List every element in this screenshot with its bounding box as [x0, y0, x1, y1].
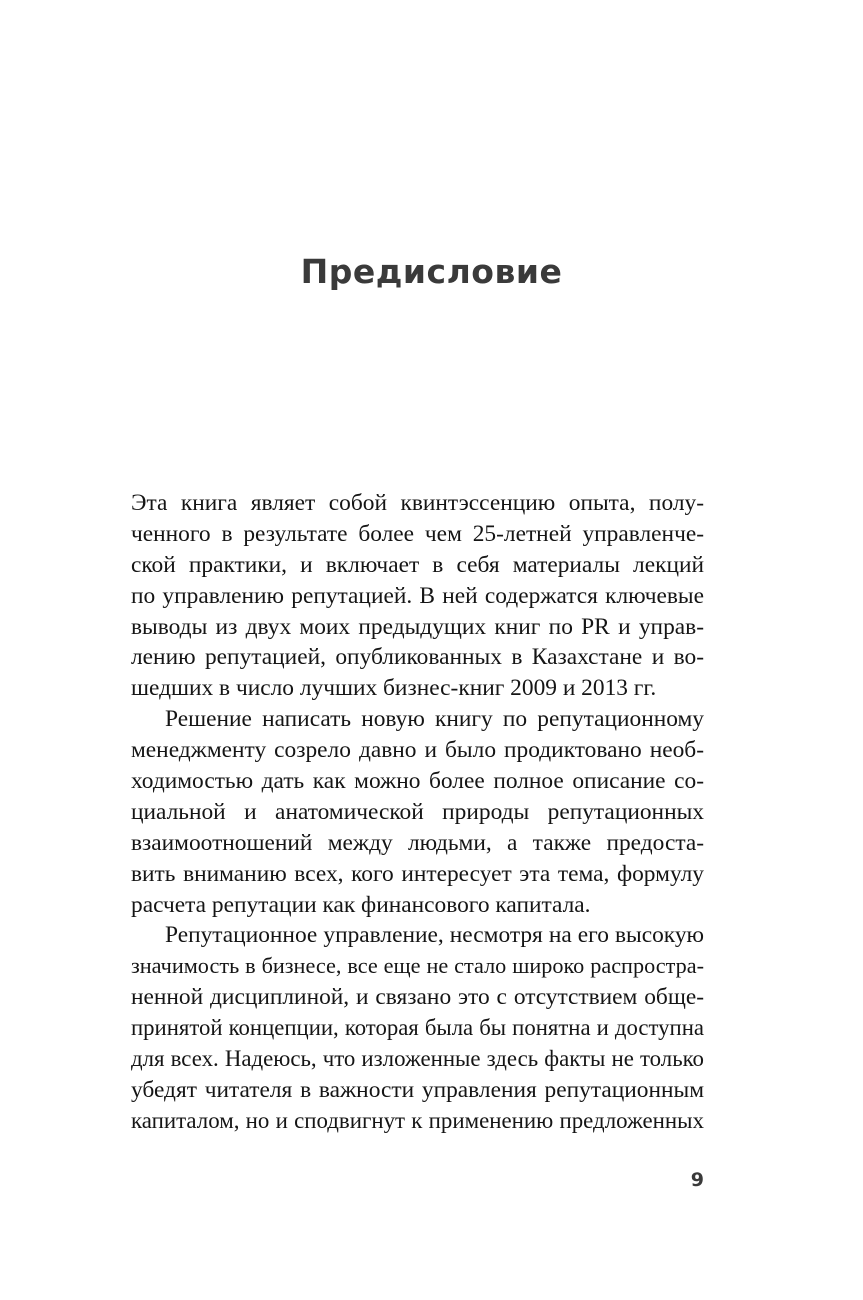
paragraph-1-line-5: выводы из двух моих предыдущих книг по PR и управ-	[131, 613, 704, 640]
paragraph-1-line-3: ской практики, и включает в себя материалы лекций	[131, 551, 704, 578]
body-text	[131, 488, 704, 1137]
paragraph-2-line-1: Решение написать новую книгу по репутационному	[165, 706, 704, 733]
paragraph-2-line-7: расчета репутации как финансового капитала.	[131, 891, 591, 918]
paragraph-1-line-4: по управлению репутацией. В ней содержатся ключевые	[131, 582, 704, 609]
paragraph-2-line-6: вить вниманию всех, кого интересует эта тема, формулу	[131, 860, 704, 887]
paragraph-3-line-1: Репутационное управление, несмотря на его высокую	[165, 922, 704, 949]
paragraph-1-line-7: шедших в число лучших бизнес-книг 2009 и 2013 гг.	[131, 675, 657, 702]
chapter-title: Предисловие	[300, 252, 563, 291]
paragraph-2-line-4: циальной и анатомической природы репутационных	[131, 798, 704, 825]
paragraph-2-line-3: ходимостью дать как можно более полное описание со-	[131, 768, 704, 795]
paragraph-2-line-2: менеджменту созрело давно и было продиктовано необ-	[131, 737, 704, 764]
paragraph-3-line-4: принятой концепции, которая была бы понятна и доступна	[131, 1015, 704, 1041]
paragraph-3-line-6: убедят читателя в важности управления репутационным	[131, 1076, 704, 1103]
paragraph-3-line-7: капиталом, но и сподвигнут к применению предложенных	[131, 1107, 704, 1133]
paragraph-1-line-2: ченного в результате более чем 25-летней управленче-	[131, 520, 704, 547]
page-number: 9	[690, 1169, 704, 1191]
paragraph-1-line-1: Эта книга являет собой квинтэссенцию опыта, полу-	[131, 490, 704, 516]
paragraph-1-line-6: лению репутацией, опубликованных в Казахстане и во-	[131, 644, 704, 671]
paragraph-3-line-3: ненной дисциплиной, и связано это с отсутствием обще-	[131, 984, 704, 1011]
paragraph-3-line-2: значимость в бизнесе, все еще не стало широко распростра-	[131, 953, 704, 979]
paragraph-2-line-5: взаимоотношений между людьми, а также предоста-	[131, 829, 704, 856]
paragraph-3-line-5: для всех. Надеюсь, что изложенные здесь факты не только	[131, 1046, 704, 1072]
